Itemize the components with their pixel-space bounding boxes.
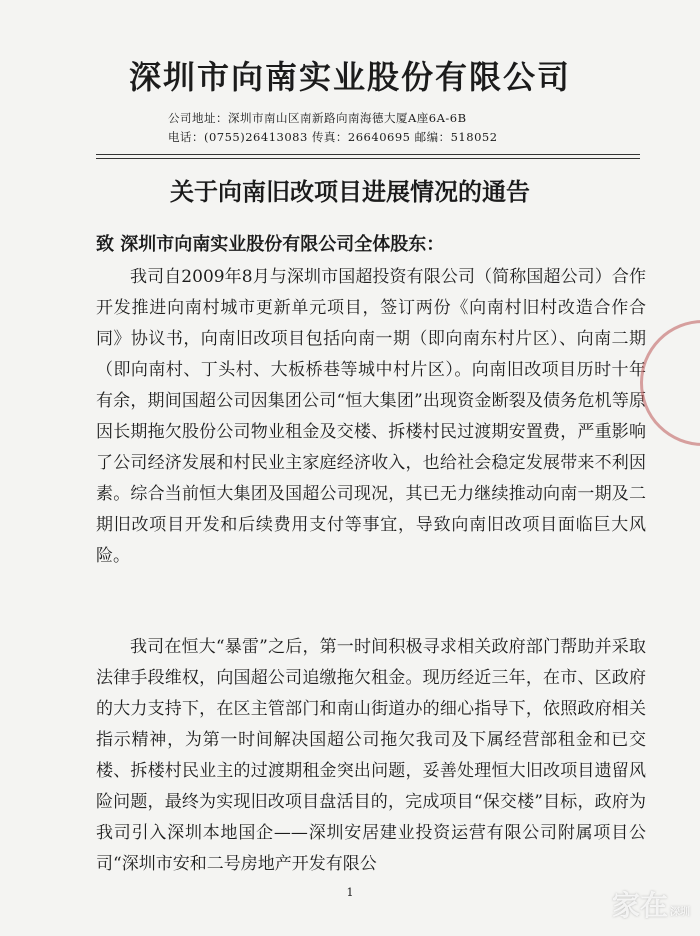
company-seal-fragment — [640, 320, 700, 446]
watermark-subtext: 深圳 — [670, 907, 690, 918]
salutation: 致 深圳市向南实业股份有限公司全体股东： — [96, 234, 445, 255]
document-title: 关于向南旧改项目进展情况的通告 — [170, 177, 530, 206]
watermark-text: 家在 — [611, 889, 668, 922]
body-paragraph-1: 我司自2009年8月与深圳市国超投资有限公司（简称国超公司）合作开发推进向南村城市更新单元项目，签订两份《向南村旧村改造合作合同》协议书，向南旧改项目包括向南一期（即向南东村片区）、向南二期（即向南村、丁头村、大板桥巷等城中村片区）。向南旧改项目历时十年有余，期间国超公司因集团公司“恒大集团”出现资金断裂及债务危机等原因长期拖欠股份公司物业租金及交楼、拆楼村民过渡期安置费，严重影响了公司经济发展和村民业主家庭经济收入，也给社会稳定发展带来不利因素。综合当前恒大集团及国超公司现况，其已无力继续推动向南一期及二期旧改项目开发和后续费用支付等事宜，导致向南旧改项目面临巨大风险。 — [96, 267, 646, 566]
company-contact-line: 电话：(0755)26413083 传真：26640695 邮编：518052 — [168, 130, 498, 144]
page-number: 1 — [346, 886, 354, 899]
company-address: 公司地址：深圳市南山区南新路向南海德大厦A座6A-6B — [168, 111, 467, 125]
header-rule-thin — [96, 158, 640, 159]
company-name: 深圳市向南实业股份有限公司 — [128, 58, 571, 96]
site-watermark — [612, 884, 690, 924]
body-paragraph-2: 我司在恒大“暴雷”之后，第一时间积极寻求相关政府部门帮助并采取法律手段维权，向国超公司追缴拖欠租金。现历经近三年，在市、区政府的大力支持下，在区主管部门和南山街道办的细心指导下，依照政府相关指示精神，为第一时间解决国超公司拖欠我司及下属经营部租金和已交楼、拆楼村民业主的过渡期租金突出问题，妥善处理恒大旧改项目遗留风险问题，最终为实现旧改项目盘活目的，完成项目“保交楼”目标，政府为我司引入深圳本地国企——深圳安居建业投资运营有限公司附属项目公司“深圳市安和二号房地产开发有限公 — [96, 637, 646, 874]
header-rule — [96, 154, 640, 155]
